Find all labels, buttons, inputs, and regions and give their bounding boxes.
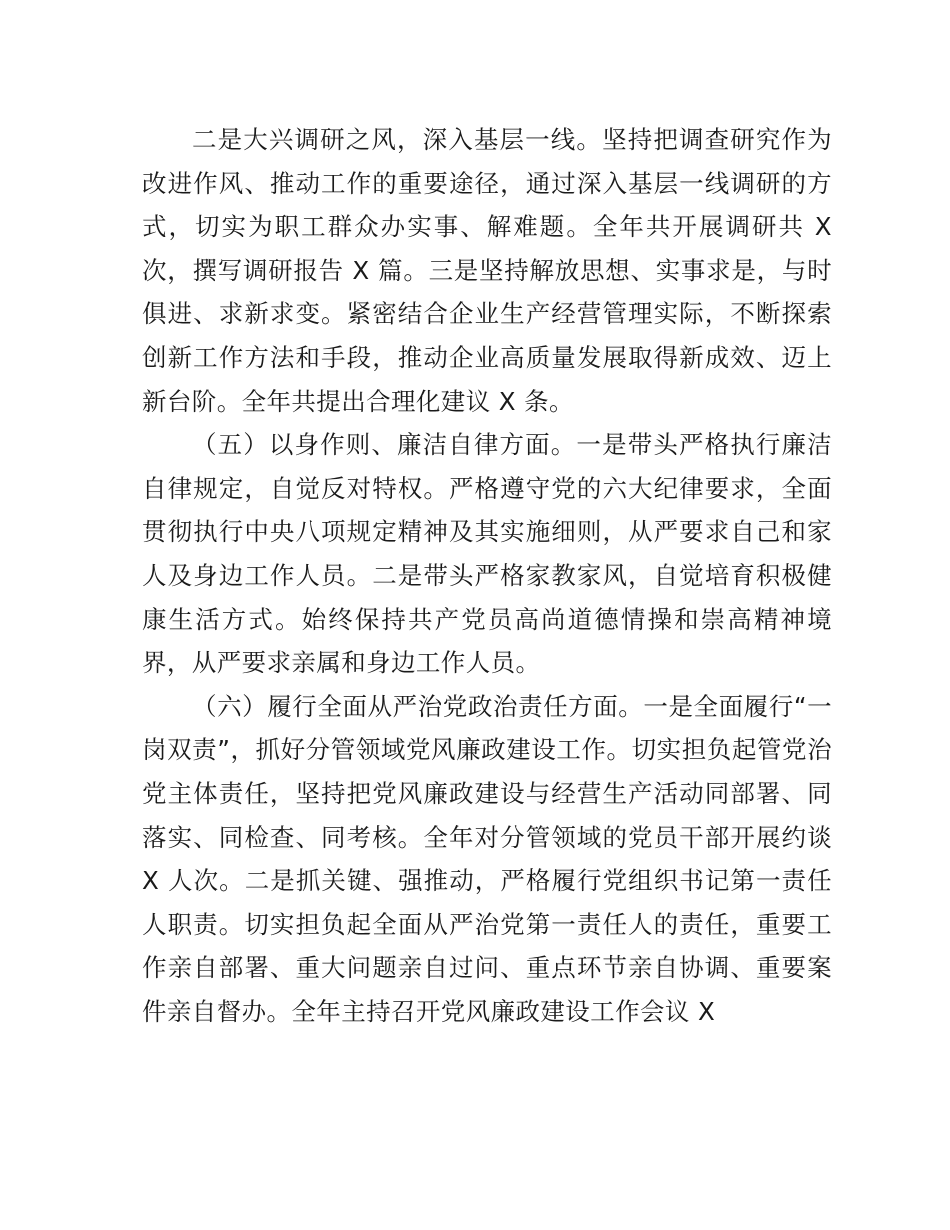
paragraph-integrity: （五）以身作则、廉洁自律方面。一是带头严格执行廉洁自律规定，自觉反对特权。严格遵守党的六大纪律要求，全面贯彻执行中央八项规定精神及其实施细则，从严要求自己和家人及身边工作人员。二是带头严格家教家风，自觉培育积极健康生活方式。始终保持共产党员高尚道德情操和崇高精神境界，从严要求亲属和身边工作人员。 xyxy=(142,430,832,678)
document-body xyxy=(142,118,832,1033)
paragraph-research: 二是大兴调研之风，深入基层一线。坚持把调查研究作为改进作风、推动工作的重要途径，通过深入基层一线调研的方式，切实为职工群众办实事、解难题。全年共开展调研共 X 次，撰写调研报告 X 篇。三是坚持解放思想、实事求是，与时俱进、求新求变。紧密结合企业生产经营管理实际，不断探索创新工作方法和手段，推动企业高质量发展取得新成效、迈上新台阶。全年共提出合理化建议 X 条。 xyxy=(142,125,832,416)
paragraph-party-responsibility: （六）履行全面从严治党政治责任方面。一是全面履行“一岗双责”，抓好分管领域党风廉政建设工作。切实担负起管党治党主体责任，坚持把党风廉政建设与经营生产活动同部署、同落实、同检查、同考核。全年对分管领域的党员干部开展约谈 X 人次。二是抓关键、强推动，严格履行党组织书记第一责任人职责。切实担负起全面从严治党第一责任人的责任，重要工作亲自部署、重大问题亲自过问、重点环节亲自协调、重要案件亲自督办。全年主持召开党风廉政建设工作会议 X xyxy=(142,691,832,1026)
